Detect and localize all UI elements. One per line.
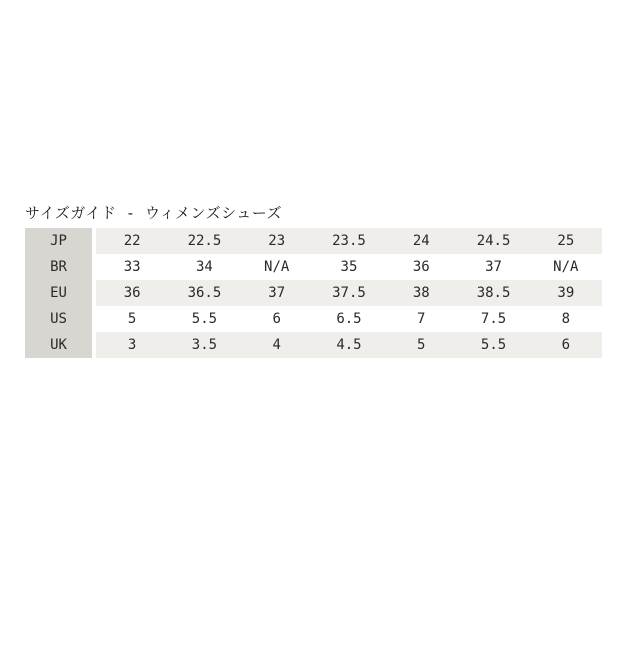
size-cell: 23.5 [313, 228, 385, 254]
size-cell: 37 [241, 280, 313, 306]
size-cell: 22.5 [168, 228, 240, 254]
table-row-jp [25, 228, 602, 254]
size-cell: 5 [385, 332, 457, 358]
row-header-jp: JP [25, 228, 92, 254]
size-cell: 37 [457, 254, 529, 280]
row-header-br: BR [25, 254, 92, 280]
size-cell: 36.5 [168, 280, 240, 306]
size-cell: N/A [530, 254, 602, 280]
size-cell: 24.5 [457, 228, 529, 254]
row-header-uk: UK [25, 332, 92, 358]
table-row-br [25, 254, 602, 280]
size-cell: 22 [96, 228, 168, 254]
size-cell: 3 [96, 332, 168, 358]
size-cell: 6.5 [313, 306, 385, 332]
size-cell: 7.5 [457, 306, 529, 332]
size-cell: 3.5 [168, 332, 240, 358]
size-cell: 38 [385, 280, 457, 306]
size-cell: 25 [530, 228, 602, 254]
size-cell: 5 [96, 306, 168, 332]
size-cell: 6 [530, 332, 602, 358]
size-cell: 8 [530, 306, 602, 332]
table-row-uk [25, 332, 602, 358]
table-row-us [25, 306, 602, 332]
size-cell: 5.5 [457, 332, 529, 358]
size-cell: 39 [530, 280, 602, 306]
size-cell: 5.5 [168, 306, 240, 332]
size-guide-table [25, 228, 602, 358]
size-cell: 37.5 [313, 280, 385, 306]
size-cell: 24 [385, 228, 457, 254]
size-cell: 35 [313, 254, 385, 280]
size-cell: 36 [385, 254, 457, 280]
size-cell: 38.5 [457, 280, 529, 306]
size-cell: 6 [241, 306, 313, 332]
row-header-us: US [25, 306, 92, 332]
size-cell: 4 [241, 332, 313, 358]
size-cell: 7 [385, 306, 457, 332]
size-cell: 34 [168, 254, 240, 280]
row-header-eu: EU [25, 280, 92, 306]
size-cell: 36 [96, 280, 168, 306]
size-cell: N/A [241, 254, 313, 280]
size-cell: 4.5 [313, 332, 385, 358]
size-cell: 23 [241, 228, 313, 254]
table-row-eu [25, 280, 602, 306]
size-cell: 33 [96, 254, 168, 280]
page-title: サイズガイド - ウィメンズシューズ [25, 204, 283, 222]
